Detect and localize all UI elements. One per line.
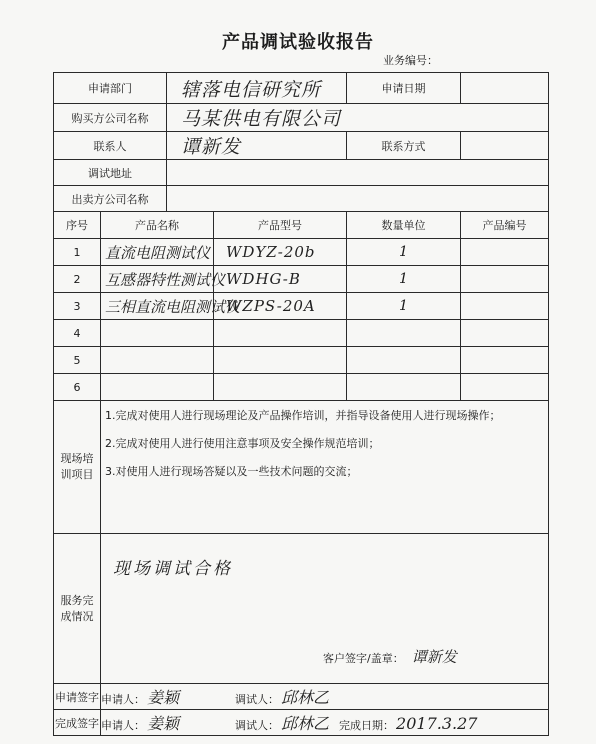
col-header-name: 产品名称 (101, 212, 214, 239)
report-title: 产品调试验收报告 (222, 32, 374, 53)
row-code[interactable] (461, 266, 549, 293)
seller-row (54, 186, 549, 212)
col-header-code: 产品编号 (461, 212, 549, 239)
training-label-text: 现场培训项目 (60, 452, 94, 481)
row-code[interactable] (461, 320, 549, 347)
row-model[interactable] (214, 374, 347, 401)
row-qty[interactable]: 1 (347, 293, 461, 320)
product-model-handwriting: WDYZ-20b (226, 243, 316, 261)
contact-value[interactable] (167, 132, 347, 160)
complete-sign-content[interactable] (101, 710, 549, 736)
complete-debugger-signature: 邱林乙 (281, 714, 330, 733)
product-model-handwriting: WZPS-20A (226, 297, 316, 315)
row-name[interactable] (101, 239, 214, 266)
row-qty[interactable]: 1 (347, 239, 461, 266)
contact-row (54, 132, 549, 160)
col-header-qty: 数量单位 (347, 212, 461, 239)
row-model[interactable] (214, 293, 347, 320)
apply-sign-content[interactable] (101, 684, 549, 710)
seller-label: 出卖方公司名称 (54, 186, 167, 212)
complete-applicant-label: 申请人： (101, 719, 145, 732)
dept-value[interactable] (167, 73, 347, 104)
row-name[interactable] (101, 374, 214, 401)
training-item-3: 3.对使用人进行现场答疑以及一些技术问题的交流； (105, 465, 358, 478)
apply-applicant-signature: 姜颖 (147, 688, 180, 707)
row-name[interactable] (101, 347, 214, 374)
row-model[interactable] (214, 320, 347, 347)
row-no: 6 (54, 374, 101, 401)
address-label: 调试地址 (54, 160, 167, 186)
training-item-2: 2.完成对使用人进行使用注意事项及安全操作规范培训； (105, 437, 380, 450)
dept-row (54, 73, 549, 104)
product-model-handwriting: WDHG-B (226, 270, 301, 288)
row-model[interactable] (214, 347, 347, 374)
service-row (54, 534, 549, 684)
product-name-handwriting: 三相直流电阻测试仪 (105, 297, 241, 316)
product-name-handwriting: 直流电阻测试仪 (105, 243, 211, 262)
row-code[interactable] (461, 239, 549, 266)
table-row (54, 293, 549, 320)
row-code[interactable] (461, 347, 549, 374)
training-items (101, 401, 549, 534)
table-row (54, 374, 549, 401)
row-no: 2 (54, 266, 101, 293)
customer-sign-label: 客户签字/盖章： (323, 652, 404, 665)
customer-sign-area (323, 646, 457, 667)
row-name[interactable] (101, 320, 214, 347)
buyer-label: 购买方公司名称 (54, 104, 167, 132)
complete-applicant-signature: 姜颖 (147, 714, 180, 733)
row-qty[interactable] (347, 347, 461, 374)
buyer-handwriting: 马某供电有限公司 (181, 108, 342, 130)
contact-label: 联系人 (54, 132, 167, 160)
service-label (54, 534, 101, 684)
row-code[interactable] (461, 374, 549, 401)
row-name[interactable] (101, 266, 226, 293)
apply-date-label: 申请日期 (347, 73, 461, 104)
row-model[interactable] (214, 266, 347, 293)
service-note-handwriting: 现场调试合格 (113, 559, 233, 579)
apply-sign-row (54, 684, 549, 710)
apply-sign-label: 申请签字 (54, 684, 101, 710)
apply-debugger-label: 调试人： (235, 693, 280, 706)
address-value[interactable] (167, 160, 549, 186)
dept-label: 申请部门 (54, 73, 167, 104)
table-row (54, 347, 549, 374)
training-label (54, 401, 101, 534)
row-qty[interactable] (347, 374, 461, 401)
row-no: 4 (54, 320, 101, 347)
customer-signature: 谭新发 (411, 648, 457, 666)
training-item-1: 1.完成对使用人进行现场理论及产品操作培训，并指导设备使用人进行现场操作； (105, 409, 501, 422)
service-label-text: 服务完成情况 (60, 593, 94, 623)
buyer-row (54, 104, 549, 132)
row-code[interactable] (461, 293, 549, 320)
service-content[interactable] (101, 534, 549, 684)
complete-sign-label: 完成签字 (54, 710, 101, 736)
contact-method-value[interactable] (461, 132, 549, 160)
complete-date-label: 完成日期： (339, 719, 395, 732)
apply-applicant-label: 申请人： (101, 693, 145, 706)
row-qty[interactable]: 1 (347, 266, 461, 293)
col-header-no: 序号 (54, 212, 101, 239)
dept-handwriting: 辖落电信研究所 (181, 78, 322, 101)
business-number-label: 业务编号： (383, 54, 438, 67)
table-row (54, 320, 549, 347)
apply-date-value[interactable] (461, 73, 549, 104)
address-row (54, 160, 549, 186)
col-header-model: 产品型号 (214, 212, 347, 239)
apply-debugger-signature: 邱林乙 (281, 688, 330, 707)
row-no: 1 (54, 239, 101, 266)
table-row (54, 239, 549, 266)
seller-value[interactable] (167, 186, 549, 212)
row-model[interactable] (214, 239, 347, 266)
contact-method-label: 联系方式 (347, 132, 461, 160)
products-header-row (54, 212, 549, 239)
row-name[interactable] (101, 293, 241, 320)
complete-debugger-label: 调试人： (235, 719, 280, 732)
complete-sign-row (54, 710, 549, 736)
complete-date-value: 2017.3.27 (396, 714, 478, 733)
training-row (54, 401, 549, 534)
buyer-value[interactable] (167, 104, 549, 132)
row-no: 5 (54, 347, 101, 374)
row-no: 3 (54, 293, 101, 320)
report-form (53, 72, 549, 736)
row-qty[interactable] (347, 320, 461, 347)
table-row (54, 266, 549, 293)
contact-handwriting: 谭新发 (181, 136, 242, 158)
product-name-handwriting: 互感器特性测试仪 (105, 270, 226, 289)
